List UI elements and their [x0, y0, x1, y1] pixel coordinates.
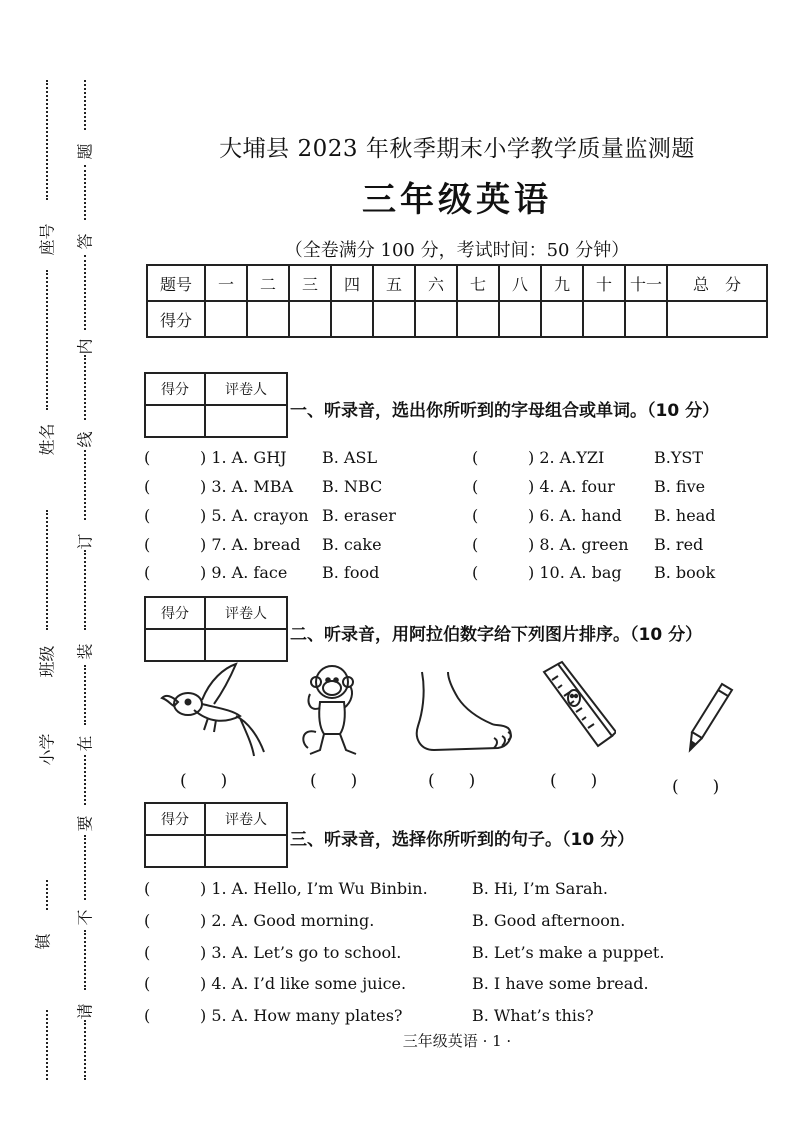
column-label: 九	[541, 265, 583, 301]
grader-name-cell[interactable]	[205, 405, 287, 437]
question-text: ) 10. A. bag	[528, 563, 622, 582]
grader-name-label: 评卷人	[205, 373, 287, 405]
column-label: 五	[373, 265, 415, 301]
question-row: (	[472, 535, 479, 554]
score-cell[interactable]	[625, 301, 667, 337]
grader-name-cell[interactable]	[205, 835, 287, 867]
question-number-label: 题号	[147, 265, 205, 301]
binding-char: 装	[75, 643, 95, 660]
dotted-line	[84, 80, 86, 130]
binding-char: 要	[75, 815, 95, 832]
column-label: 十一	[625, 265, 667, 301]
question-row: (	[144, 974, 151, 993]
binding-char: 题	[75, 143, 95, 160]
dotted-line	[84, 755, 86, 805]
dotted-line	[46, 270, 48, 410]
score-cell[interactable]	[541, 301, 583, 337]
question-row: (	[472, 477, 479, 496]
score-cell[interactable]	[457, 301, 499, 337]
name-label: 姓名	[37, 423, 57, 456]
answer-blank[interactable]: ( )	[428, 771, 476, 791]
total-score-cell[interactable]	[667, 301, 767, 337]
answer-blank[interactable]: ( )	[180, 771, 228, 791]
binding-char: 在	[75, 735, 95, 752]
question-row: (	[144, 448, 151, 467]
question-row: (	[144, 477, 151, 496]
option-b: B. Let’s make a puppet.	[472, 943, 665, 962]
answer-blank[interactable]: ( )	[550, 771, 598, 791]
column-label: 十	[583, 265, 625, 301]
grader-score-label: 得分	[145, 803, 205, 835]
question-text: ) 4. A. four	[528, 477, 615, 496]
town-label: 镇	[33, 933, 53, 950]
column-label: 七	[457, 265, 499, 301]
binding-char: 订	[75, 533, 95, 550]
option-b: B. Good afternoon.	[472, 911, 626, 930]
question-text: ) 8. A. green	[528, 535, 629, 554]
exam-info: （全卷满分 100 分，考试时间：50 分钟）	[284, 240, 630, 261]
dotted-line	[84, 255, 86, 330]
question-row: (	[472, 448, 479, 467]
section-1-title: 一、听录音，选出你所听到的字母组合或单词。（10 分）	[290, 401, 720, 421]
option-b: B. book	[654, 563, 716, 582]
grader-box	[144, 372, 288, 438]
dotted-line	[46, 510, 48, 630]
question-row: (	[472, 506, 479, 525]
dotted-line	[84, 835, 86, 900]
bird-picture	[158, 660, 270, 760]
question-text: ) 5. A. crayon	[200, 506, 309, 525]
option-b: B. I have some bread.	[472, 974, 649, 993]
score-cell[interactable]	[205, 301, 247, 337]
question-text: ) 2. A.YZI	[528, 448, 605, 467]
answer-blank[interactable]: ( )	[672, 777, 720, 797]
dotted-line	[84, 550, 86, 630]
column-label: 四	[331, 265, 373, 301]
monkey-picture	[296, 662, 370, 760]
binding-char: 内	[75, 338, 95, 355]
question-text: ) 4. A. I’d like some juice.	[200, 974, 407, 993]
score-cell[interactable]	[247, 301, 289, 337]
question-row: (	[144, 1006, 151, 1025]
section-2-title: 二、听录音，用阿拉伯数字给下列图片排序。（10 分）	[290, 625, 703, 645]
question-row: (	[472, 563, 479, 582]
question-row: (	[144, 506, 151, 525]
column-label: 二	[247, 265, 289, 301]
score-table-header-row	[147, 265, 767, 301]
question-text: ) 1. A. GHJ	[200, 448, 287, 467]
grader-name-label: 评卷人	[205, 597, 287, 629]
answer-blank[interactable]: ( )	[310, 771, 358, 791]
score-cell[interactable]	[373, 301, 415, 337]
column-label: 八	[499, 265, 541, 301]
dotted-line	[84, 930, 86, 990]
exam-title: 大埔县 2023 年秋季期末小学教学质量监测题	[219, 136, 695, 162]
column-label: 六	[415, 265, 457, 301]
question-text: ) 1. A. Hello, I’m Wu Binbin.	[200, 879, 428, 898]
grader-name-cell[interactable]	[205, 629, 287, 661]
column-label: 三	[289, 265, 331, 301]
score-cell[interactable]	[499, 301, 541, 337]
dotted-line	[84, 355, 86, 420]
option-b: B. What’s this?	[472, 1006, 594, 1025]
page-footer: 三年级英语 · 1 ·	[402, 1032, 512, 1050]
school-label: 小学	[37, 733, 57, 766]
score-table	[146, 264, 768, 338]
pencil-picture	[686, 680, 736, 756]
subject-title: 三年级英语	[362, 180, 552, 220]
grader-score-label: 得分	[145, 597, 205, 629]
question-text: ) 9. A. face	[200, 563, 288, 582]
question-text: ) 3. A. MBA	[200, 477, 294, 496]
score-cell[interactable]	[415, 301, 457, 337]
binding-char: 不	[75, 909, 95, 926]
question-text: ) 2. A. Good morning.	[200, 911, 375, 930]
grader-score-cell[interactable]	[145, 405, 205, 437]
column-label: 一	[205, 265, 247, 301]
grader-score-cell[interactable]	[145, 835, 205, 867]
option-b: B. eraser	[322, 506, 396, 525]
option-b: B. cake	[322, 535, 382, 554]
binding-char: 答	[75, 233, 95, 250]
seat-number-label: 座号	[37, 223, 57, 256]
dotted-line	[84, 665, 86, 725]
total-label: 总 分	[667, 265, 767, 301]
binding-char: 线	[75, 431, 95, 448]
option-b: B. NBC	[322, 477, 383, 496]
dotted-line	[46, 880, 48, 910]
score-cell[interactable]	[583, 301, 625, 337]
score-cell[interactable]	[331, 301, 373, 337]
ruler-picture	[540, 660, 616, 752]
question-text: ) 7. A. bread	[200, 535, 301, 554]
binding-char: 请	[75, 1003, 95, 1020]
question-row: (	[144, 879, 151, 898]
grader-name-label: 评卷人	[205, 803, 287, 835]
option-b: B. five	[654, 477, 706, 496]
grader-box	[144, 596, 288, 662]
foot-picture	[402, 668, 518, 754]
option-b: B. red	[654, 535, 704, 554]
question-text: ) 6. A. hand	[528, 506, 622, 525]
section-3-title: 三、听录音，选择你所听到的句子。（10 分）	[290, 830, 635, 850]
question-text: ) 5. A. How many plates?	[200, 1006, 403, 1025]
question-row: (	[144, 535, 151, 554]
grader-score-cell[interactable]	[145, 629, 205, 661]
score-label: 得分	[147, 301, 205, 337]
grader-score-label: 得分	[145, 373, 205, 405]
dotted-line	[84, 450, 86, 520]
option-b: B. ASL	[322, 448, 378, 467]
option-b: B. Hi, I’m Sarah.	[472, 879, 608, 898]
score-cell[interactable]	[289, 301, 331, 337]
grader-box	[144, 802, 288, 868]
option-b: B. head	[654, 506, 716, 525]
question-row: (	[144, 911, 151, 930]
score-table-score-row	[147, 301, 767, 337]
question-row: (	[144, 943, 151, 962]
option-b: B.YST	[654, 448, 704, 467]
question-row: (	[144, 563, 151, 582]
question-text: ) 3. A. Let’s go to school.	[200, 943, 402, 962]
option-b: B. food	[322, 563, 380, 582]
class-label: 班级	[37, 645, 57, 678]
